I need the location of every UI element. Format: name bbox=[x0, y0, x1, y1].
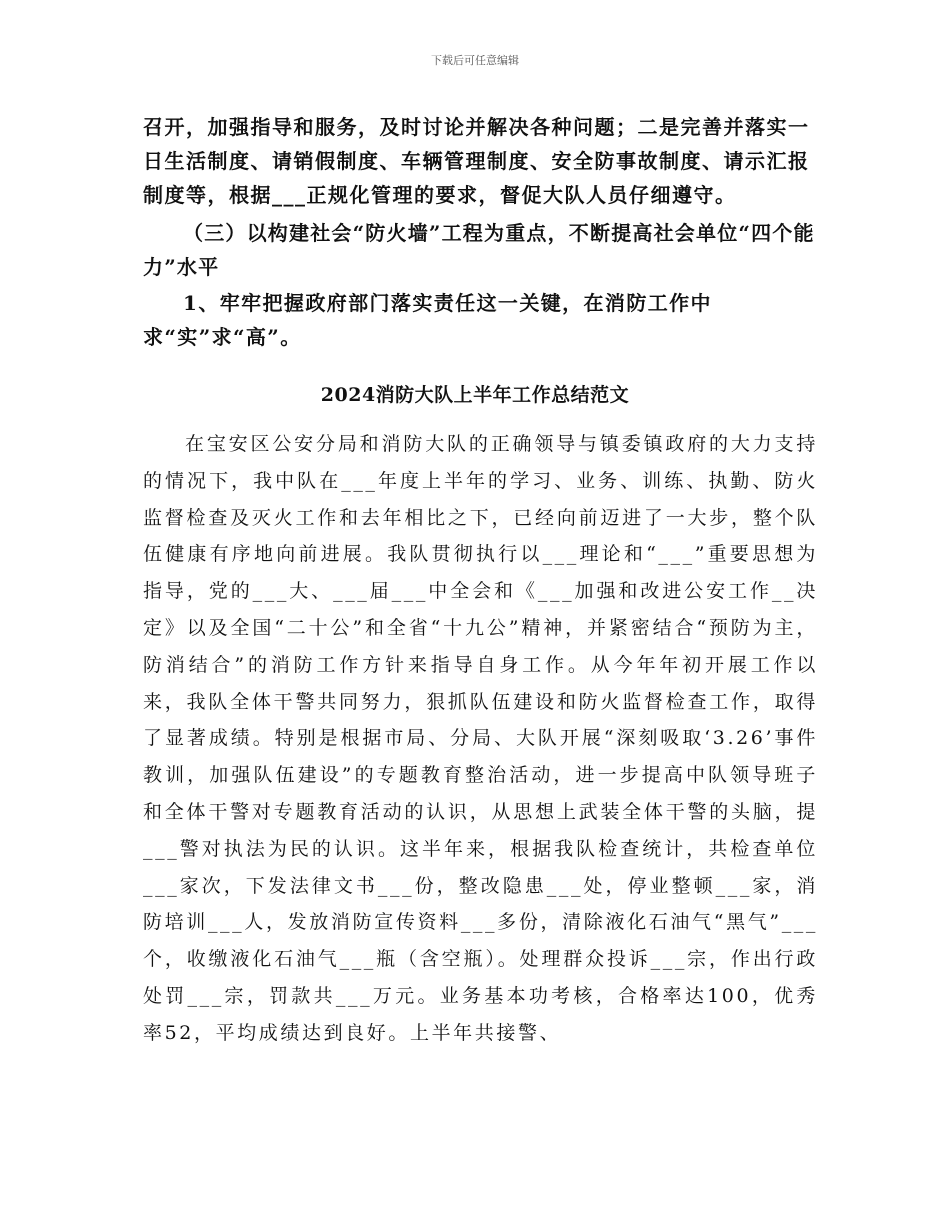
document-title: 2024消防大队上半年工作总结范文 bbox=[320, 384, 630, 406]
subsection-heading: 1、牢牢把握政府部门落实责任这一关键，在消防工作中求“实”求“高”。 bbox=[143, 291, 712, 349]
section-heading: （三）以构建社会“防火墙”工程为重点，不断提高社会单位“四个能力”水平 bbox=[143, 221, 815, 279]
body-paragraph: 在宝安区公安分局和消防大队的正确领导与镇委镇政府的大力支持的情况下，我中队在___年度上半年的学习、业务、训练、执勤、防火监督检查及灭火工作和去年相比之下，已经向前迈进了一大步，整个队伍健康有序地向前进展。我队贯彻执行以___理论和“___”重要思想为指导，党的___大、___届___中全会和《___加强和改进公安工作__决定》以及全国“二十公”和全省“十九公”精神，并紧密结合“预防为主，防消结合”的消防工作方针来指导自身工作。从今年年初开展工作以来，我队全体干警共同努力，狠抓队伍建设和防火监督检查工作，取得了显著成绩。特别是根据市局、分局、大队开展“深刻吸取‘3.26’事件教训，加强队伍建设”的专题教育整治活动，进一步提高中队领导班子和全体干警对专题教育活动的认识，从思想上武装全体干警的头脑，提___警对执法为民的认识。这半年来，根据我队检查统计，共检查单位___家次，下发法律文书___份，整改隐患___处，停业整顿___家，消防培训___人，发放消防宣传资料___多份，清除液化石油气“黑气”___个，收缴液化石油气___瓶（含空瓶）。处理群众投诉___宗，作出行政处罚___宗，罚款共___万元。业务基本功考核，合格率达100，优秀率52，平均成绩达到良好。上半年共接警、 bbox=[143, 433, 818, 1044]
paragraph-continuation: 召开，加强指导和服务，及时讨论并解决各种问题；二是完善并落实一日生活制度、请销假制度、车辆管理制度、安全防事故制度、请示汇报制度等，根据___正规化管理的要求，督促大队人员仔细遵守。 bbox=[143, 115, 810, 207]
page-header-note: 下载后可任意编辑 bbox=[431, 54, 519, 67]
